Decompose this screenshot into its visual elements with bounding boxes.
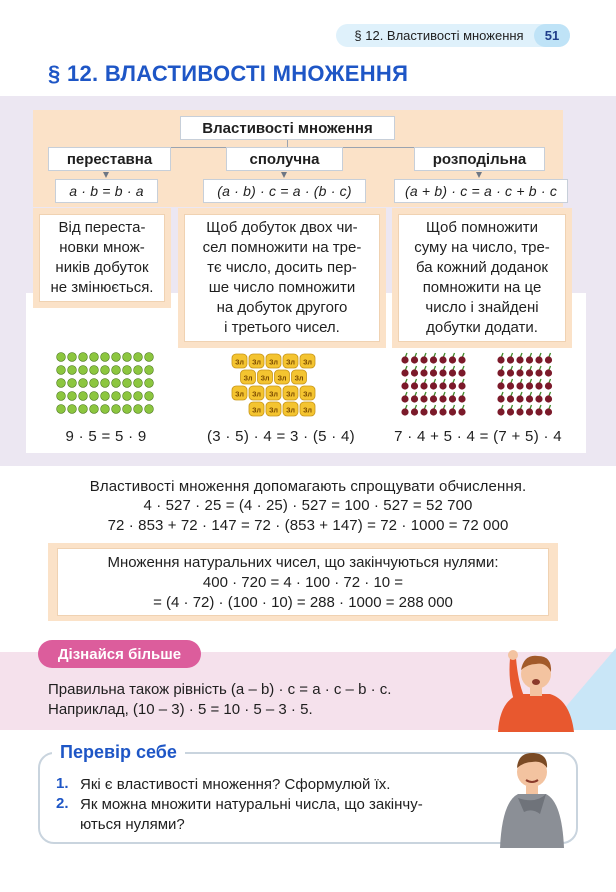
rule-line: число і знайдені: [425, 299, 539, 316]
question-number: 1.: [56, 775, 69, 792]
apple-icon: [123, 392, 132, 401]
coin-label: Зл: [252, 359, 261, 367]
cherry-icon: [458, 408, 465, 415]
coin-label: Зл: [303, 359, 312, 367]
connector-line: [287, 140, 288, 147]
cherry-icon: [401, 382, 408, 389]
example-commutative: 9 · 5 = 5 · 9: [65, 428, 147, 445]
apple-icon: [145, 405, 154, 414]
rule-line: новки множ-: [59, 239, 145, 256]
cherry-icon: [497, 408, 504, 415]
coin-label: Зл: [286, 407, 295, 415]
cherry-icon: [401, 356, 408, 363]
apple-icon: [57, 405, 66, 414]
apple-icon: [79, 366, 88, 375]
apple-icon: [101, 405, 110, 414]
cherry-icon: [497, 382, 504, 389]
cherry-icon: [507, 382, 514, 389]
simplify-example-2: 72 · 853 + 72 · 147 = 72 · (853 + 147) = 72 · 1000 = 72 000: [107, 517, 509, 534]
rule-line: добутки додати.: [426, 319, 538, 336]
arrow-down-icon: [476, 172, 482, 178]
coin-label: Зл: [286, 391, 295, 399]
learn-more-label: Дізнайся більше: [38, 640, 201, 668]
cherry-icon: [516, 408, 523, 415]
cherries-grid-right-icon: [496, 352, 556, 420]
cherry-icon: [507, 408, 514, 415]
coin-label: Зл: [235, 391, 244, 399]
cherry-icon: [449, 408, 456, 415]
cherry-icon: [516, 356, 523, 363]
cherry-icon: [430, 382, 437, 389]
apple-icon: [112, 405, 121, 414]
cherry-icon: [535, 369, 542, 376]
rule-line: ба кожний доданок: [416, 259, 548, 276]
cherry-icon: [497, 369, 504, 376]
question-number: 2.: [56, 795, 69, 812]
apple-icon: [90, 379, 99, 388]
apple-icon: [90, 405, 99, 414]
cherry-icon: [411, 395, 418, 402]
formula-commutative: a · b = b · a: [55, 179, 158, 203]
apple-icon: [123, 353, 132, 362]
cherry-icon: [420, 395, 427, 402]
apples-grid-icon: [56, 352, 156, 420]
apple-icon: [57, 353, 66, 362]
apple-icon: [68, 353, 77, 362]
coin-label: Зл: [286, 359, 295, 367]
property-name-distributive: розподільна: [414, 147, 545, 171]
cherry-icon: [535, 408, 542, 415]
rule-line: тє число, досить пер-: [207, 259, 357, 276]
cherry-icon: [507, 395, 514, 402]
learn-more-line-2: Наприклад, (10 – 3) · 5 = 10 · 5 – 3 · 5.: [48, 701, 313, 718]
apple-icon: [57, 392, 66, 401]
rule-distributive: [398, 214, 566, 342]
cherry-icon: [526, 395, 533, 402]
cherry-icon: [516, 395, 523, 402]
coin-label: Зл: [303, 391, 312, 399]
zeros-title: Множення натуральних чисел, що закінчуються нулями:: [107, 554, 499, 571]
question-2-line: ються нулями?: [80, 816, 185, 833]
question-2-line: Як можна множити натуральні числа, що закінчу-: [80, 796, 423, 813]
cherry-icon: [545, 369, 552, 376]
formula-associative: (a · b) · c = a · (b · c): [203, 179, 366, 203]
cherry-icon: [439, 356, 446, 363]
cherry-icon: [526, 382, 533, 389]
cherry-icon: [458, 395, 465, 402]
cherry-icon: [507, 369, 514, 376]
page-number: 51: [534, 24, 570, 47]
property-name-associative: сполучна: [226, 147, 343, 171]
boy-thinking-icon: [496, 738, 566, 848]
formula-distributive: (a + b) · c = a · c + b · c: [394, 179, 568, 203]
rule-line: ше число помножити: [208, 279, 356, 296]
rule-line: не змінюється.: [50, 279, 154, 296]
rule-commutative: [39, 214, 165, 302]
apple-icon: [68, 392, 77, 401]
apple-icon: [134, 392, 143, 401]
rule-line: ників добуток: [55, 259, 149, 276]
cherry-icon: [420, 356, 427, 363]
cherry-icon: [430, 369, 437, 376]
coins-stack-icon: [230, 352, 320, 420]
cherry-icon: [439, 408, 446, 415]
cherry-icon: [497, 356, 504, 363]
apple-icon: [101, 379, 110, 388]
apple-icon: [68, 379, 77, 388]
cherry-icon: [526, 369, 533, 376]
rule-line: сел помножити на тре-: [202, 239, 362, 256]
cherries-grid-left-icon: [400, 352, 466, 420]
coin-label: Зл: [252, 391, 261, 399]
apple-icon: [68, 366, 77, 375]
section-title: § 12. ВЛАСТИВОСТІ МНОЖЕННЯ: [48, 61, 409, 86]
rule-line: суму на число, тре-: [414, 239, 550, 256]
property-name-commutative: переставна: [48, 147, 171, 171]
cherry-icon: [439, 369, 446, 376]
cherry-icon: [458, 369, 465, 376]
coin-label: Зл: [277, 375, 287, 383]
zeros-line-2: = (4 · 72) · (100 · 10) = 288 · 1000 = 288 000: [153, 594, 453, 611]
rule-line: помножити на це: [422, 279, 542, 296]
apple-icon: [112, 366, 121, 375]
rule-line: Від переста-: [58, 219, 146, 236]
apple-icon: [79, 353, 88, 362]
coin-label: Зл: [260, 375, 270, 383]
cherry-icon: [535, 356, 542, 363]
apple-icon: [112, 353, 121, 362]
apple-icon: [134, 366, 143, 375]
properties-main-label: Властивості множення: [180, 116, 395, 140]
apple-icon: [134, 379, 143, 388]
cherry-icon: [497, 395, 504, 402]
apple-icon: [134, 405, 143, 414]
apple-icon: [134, 353, 143, 362]
running-head-title: § 12. Властивості множення: [354, 28, 524, 43]
cherry-icon: [430, 408, 437, 415]
rule-line: Щоб помножити: [425, 219, 539, 236]
arrow-down-icon: [103, 172, 109, 178]
example-distributive: 7 · 4 + 5 · 4 = (7 + 5) · 4: [394, 428, 562, 445]
coin-label: Зл: [235, 359, 244, 367]
apple-icon: [112, 392, 121, 401]
cherry-icon: [507, 356, 514, 363]
cherry-icon: [526, 356, 533, 363]
cherry-icon: [545, 395, 552, 402]
question-1-line: Які є властивості множення? Сформулюй їх.: [80, 776, 391, 793]
coin-label: Зл: [269, 359, 278, 367]
coin-label: Зл: [269, 407, 278, 415]
cherry-icon: [545, 382, 552, 389]
learn-more-text: Правильна також рівність (a – b) · c = a · c – b · c.: [48, 681, 392, 698]
apple-icon: [145, 392, 154, 401]
example-associative: (3 · 5) · 4 = 3 · (5 · 4): [207, 428, 355, 445]
apple-icon: [123, 405, 132, 414]
cherry-icon: [545, 356, 552, 363]
apple-icon: [68, 405, 77, 414]
cherry-icon: [449, 369, 456, 376]
rule-line: і третього чисел.: [224, 319, 340, 336]
simplify-intro: Властивості множення допомагають спрощувати обчислення.: [89, 478, 527, 495]
apple-icon: [79, 405, 88, 414]
cherry-icon: [420, 408, 427, 415]
cherry-icon: [449, 395, 456, 402]
cherry-icon: [439, 395, 446, 402]
cherry-icon: [458, 382, 465, 389]
cherry-icon: [545, 408, 552, 415]
apple-icon: [57, 379, 66, 388]
cherry-icon: [430, 356, 437, 363]
apple-icon: [112, 379, 121, 388]
apple-icon: [145, 353, 154, 362]
coin-label: Зл: [269, 391, 278, 399]
coin-label: Зл: [303, 407, 312, 415]
cherry-icon: [439, 382, 446, 389]
apple-icon: [90, 392, 99, 401]
apple-icon: [79, 392, 88, 401]
cherry-icon: [401, 369, 408, 376]
cherry-icon: [420, 382, 427, 389]
cherry-icon: [535, 382, 542, 389]
coin-label: Зл: [243, 375, 253, 383]
apple-icon: [123, 366, 132, 375]
rule-line: Щоб добуток двох чи-: [206, 219, 358, 236]
apple-icon: [101, 353, 110, 362]
zeros-box: [57, 548, 549, 616]
apple-icon: [101, 392, 110, 401]
rule-associative: [184, 214, 380, 342]
cherry-icon: [516, 382, 523, 389]
cherry-icon: [449, 356, 456, 363]
apple-icon: [145, 366, 154, 375]
cherry-icon: [458, 356, 465, 363]
cherry-icon: [411, 369, 418, 376]
apple-icon: [123, 379, 132, 388]
cherry-icon: [411, 408, 418, 415]
zeros-line-1: 400 · 720 = 4 · 100 · 72 · 10 =: [202, 574, 404, 591]
cherry-icon: [411, 356, 418, 363]
apple-icon: [90, 353, 99, 362]
boy-pointing-icon: [490, 642, 580, 732]
cherry-icon: [411, 382, 418, 389]
cherry-icon: [401, 408, 408, 415]
cherry-icon: [449, 382, 456, 389]
learn-more-line-1: [48, 681, 391, 698]
check-title: Перевір себе: [52, 742, 185, 763]
cherry-icon: [535, 395, 542, 402]
coin-label: Зл: [252, 407, 261, 415]
cherry-icon: [420, 369, 427, 376]
cherry-icon: [401, 395, 408, 402]
cherry-icon: [430, 395, 437, 402]
apple-icon: [145, 379, 154, 388]
apple-icon: [101, 366, 110, 375]
rule-line: на добуток другого: [216, 299, 348, 316]
cherry-icon: [526, 408, 533, 415]
running-head: [336, 24, 570, 47]
cherry-icon: [516, 369, 523, 376]
apple-icon: [57, 366, 66, 375]
apple-icon: [79, 379, 88, 388]
simplify-example-1: 4 · 527 · 25 = (4 · 25) · 527 = 100 · 527 = 52 700: [143, 497, 473, 514]
arrow-down-icon: [281, 172, 287, 178]
coin-label: Зл: [294, 375, 304, 383]
apple-icon: [90, 366, 99, 375]
